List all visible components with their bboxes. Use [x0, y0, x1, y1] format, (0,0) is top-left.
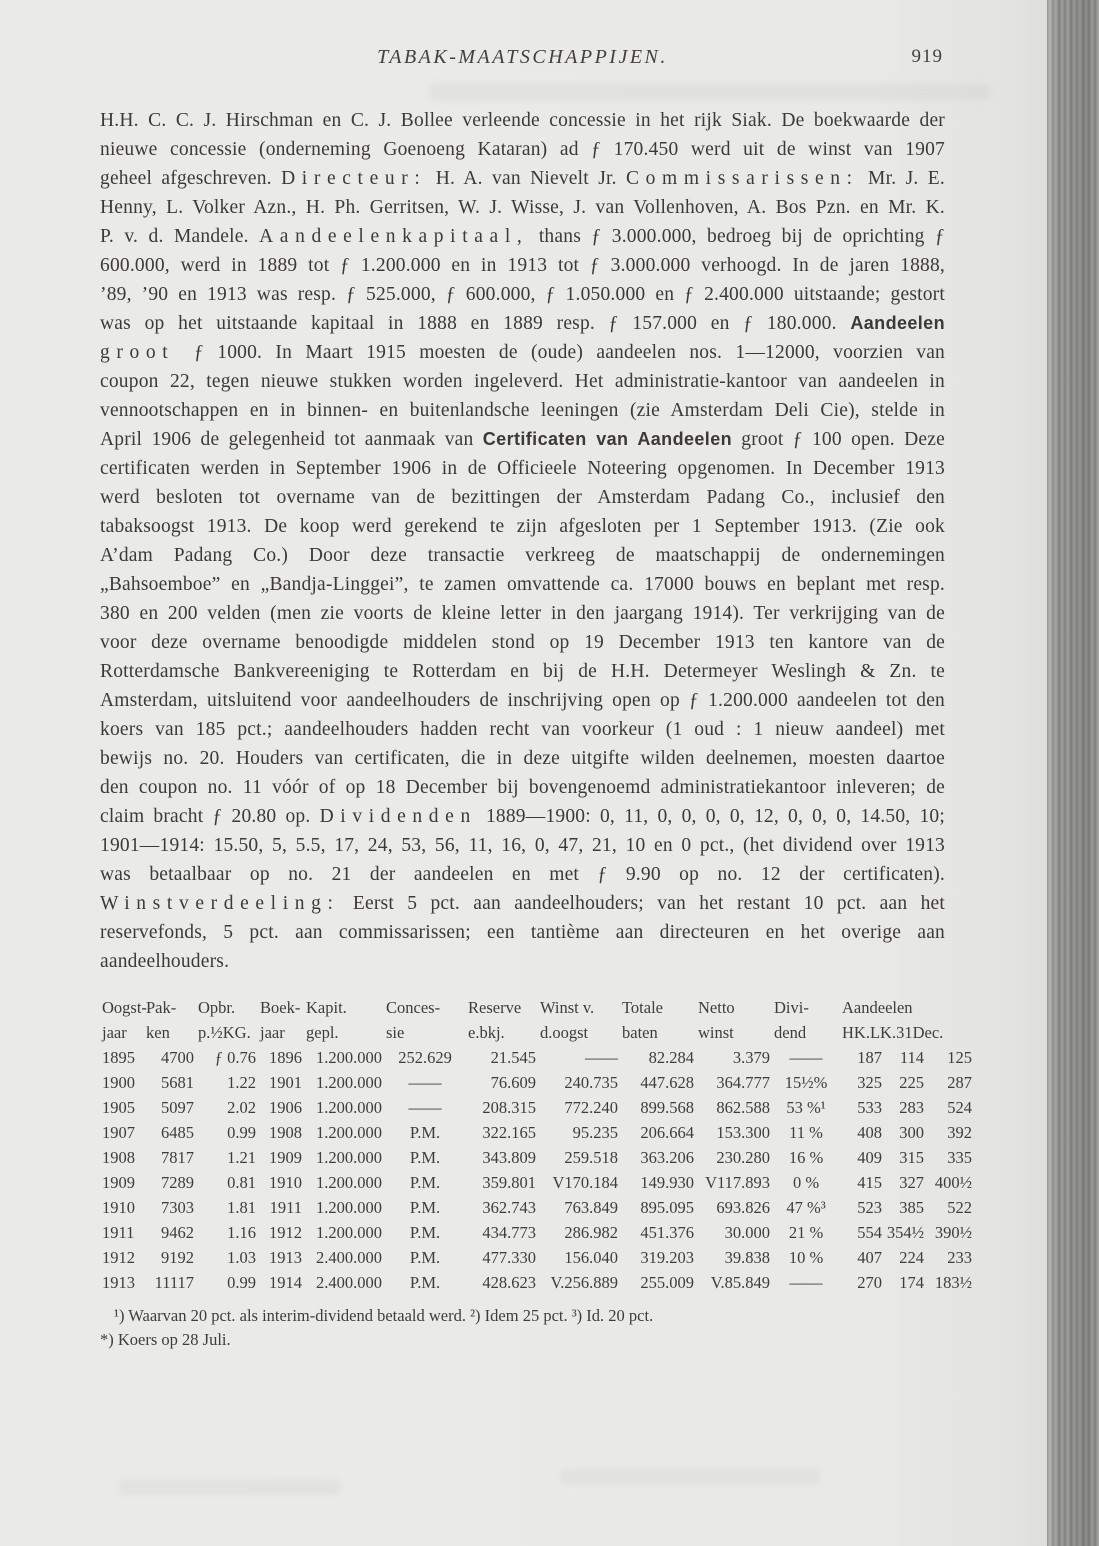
- col-koersen-sub: HK.LK.31Dec.: [842, 1023, 944, 1042]
- cell-opbrengst: 0.81: [227, 1173, 256, 1192]
- cell-reserve: 76.609: [490, 1073, 536, 1092]
- table-row: [100, 1246, 974, 1271]
- cell-pakken: 5681: [161, 1073, 194, 1092]
- commissarissen-label: Commissarissen:: [626, 168, 859, 189]
- col-kapitaal-sub: gepl.: [306, 1023, 339, 1042]
- page-number: 919: [911, 46, 943, 67]
- cell-totale-baten: 319.203: [640, 1248, 694, 1267]
- cell-kapitaal: 1.200.000: [316, 1173, 382, 1192]
- cell-pakken: 9462: [161, 1223, 194, 1242]
- cell-reserve: 434.773: [482, 1223, 536, 1242]
- cell-hoogste-koers: 409: [857, 1148, 882, 1167]
- cell-koers-31dec: 392: [947, 1123, 973, 1142]
- cell-oogstjaar: 1913: [102, 1273, 135, 1292]
- cell-koers-31dec: 233: [947, 1248, 973, 1267]
- cell-totale-baten: 206.664: [640, 1123, 694, 1142]
- cell-koers-31dec: 125: [947, 1048, 973, 1067]
- cell-hoogste-koers: 325: [857, 1073, 882, 1092]
- cell-laagste-koers: 300: [899, 1123, 924, 1142]
- table-row: [100, 1071, 974, 1096]
- cell-boekjaar: 1896: [269, 1048, 302, 1067]
- scan-artifact: [120, 1480, 340, 1494]
- cell-opbrengst: 0.99: [227, 1273, 256, 1292]
- cell-reserve: 21.545: [490, 1048, 536, 1067]
- cell-reserve: 343.809: [482, 1148, 536, 1167]
- cell-oogstjaar: 1900: [102, 1073, 135, 1092]
- cell-boekjaar: 1913: [269, 1248, 302, 1267]
- cell-pakken: 5097: [161, 1098, 194, 1117]
- body-text: H. A. van Nievelt Jr.: [426, 168, 627, 189]
- cell-koers-31dec: 183½: [934, 1273, 973, 1292]
- text-block: [100, 46, 973, 1352]
- cell-opbrengst: 0.99: [227, 1123, 256, 1142]
- cell-netto-winst: 364.777: [716, 1073, 770, 1092]
- cell-boekjaar: 1911: [269, 1198, 302, 1217]
- cell-winst-oogst: 772.240: [564, 1098, 618, 1117]
- cell-netto-winst: 693.826: [716, 1198, 770, 1217]
- cell-totale-baten: 149.930: [640, 1173, 694, 1192]
- cell-opbrengst: 1.16: [227, 1223, 256, 1242]
- cell-opbrengst: 2.02: [227, 1098, 256, 1117]
- table-row: [100, 1096, 974, 1121]
- cell-hoogste-koers: 408: [857, 1123, 882, 1142]
- body-paragraph: [100, 106, 945, 976]
- table-footnotes: [100, 1304, 945, 1352]
- cell-opbrengst: 1.03: [227, 1248, 256, 1267]
- col-kapitaal: Kapit.: [306, 998, 347, 1017]
- cell-laagste-koers: 327: [899, 1173, 924, 1192]
- cell-concessie: P.M.: [409, 1223, 441, 1242]
- cell-totale-baten: 82.284: [648, 1048, 694, 1067]
- cell-boekjaar: 1908: [269, 1123, 302, 1142]
- col-reserve-sub: e.bkj.: [468, 1023, 505, 1042]
- cell-winst-oogst: 240.735: [564, 1073, 618, 1092]
- cell-reserve: 359.801: [482, 1173, 536, 1192]
- col-pakken: Pak-: [146, 998, 177, 1017]
- col-dividend: Divi-: [774, 998, 809, 1017]
- cell-concessie: P.M.: [409, 1173, 441, 1192]
- cell-oogstjaar: 1895: [102, 1048, 135, 1067]
- cell-kapitaal: 1.200.000: [316, 1123, 382, 1142]
- cell-reserve: 428.623: [482, 1273, 536, 1292]
- cell-winst-oogst: ——: [585, 1048, 618, 1067]
- col-winst-oogst-sub: d.oogst: [540, 1023, 589, 1042]
- table-row: [100, 1121, 974, 1146]
- cell-concessie: P.M.: [409, 1148, 441, 1167]
- cell-winst-oogst: 259.518: [564, 1148, 618, 1167]
- cell-netto-winst: 30.000: [724, 1223, 770, 1242]
- cell-pakken: 7817: [161, 1148, 194, 1167]
- cell-dividend: ——: [789, 1273, 823, 1292]
- cell-laagste-koers: 114: [899, 1048, 924, 1067]
- col-netto-winst: Netto: [698, 998, 735, 1017]
- table-header: [100, 996, 974, 1046]
- cell-laagste-koers: 354½: [886, 1223, 924, 1242]
- cell-oogstjaar: 1911: [102, 1223, 135, 1242]
- cell-oogstjaar: 1912: [102, 1248, 135, 1267]
- cell-netto-winst: V.85.849: [710, 1273, 770, 1292]
- cell-hoogste-koers: 554: [857, 1223, 882, 1242]
- cell-opbrengst: 1.21: [227, 1148, 256, 1167]
- cell-hoogste-koers: 187: [857, 1048, 882, 1067]
- body-text: Eerst 5 pct. aan aandeelhouders; van het restant 10 pct. aan het reservefonds, 5 pct. aan commissarissen; een tantième aan directeuren en het overige aan aandeelhouders.: [100, 893, 945, 972]
- col-boekjaar: Boek-: [260, 998, 301, 1017]
- cell-boekjaar: 1910: [269, 1173, 302, 1192]
- cell-pakken: 11117: [154, 1273, 194, 1292]
- cell-concessie: P.M.: [409, 1123, 441, 1142]
- col-totale-baten-sub: baten: [622, 1023, 658, 1042]
- table-row: [100, 1271, 974, 1296]
- cell-kapitaal: 1.200.000: [316, 1223, 382, 1242]
- running-head-title: TABAK-MAATSCHAPPIJEN.: [377, 46, 668, 68]
- cell-koers-31dec: 390½: [934, 1223, 973, 1242]
- footnote-2: *) Koers op 28 Juli.: [100, 1329, 231, 1349]
- footnote-1: ¹) Waarvan 20 pct. als interim-dividend betaald werd. ²) Idem 25 pct. ³) Id. 20 pct.: [114, 1305, 654, 1325]
- cell-winst-oogst: 763.849: [564, 1198, 618, 1217]
- cell-netto-winst: 862.588: [716, 1098, 770, 1117]
- cell-kapitaal: 1.200.000: [316, 1148, 382, 1167]
- cell-kapitaal: 2.400.000: [316, 1273, 382, 1292]
- cell-winst-oogst: V.256.889: [550, 1273, 618, 1292]
- table-row: [100, 1221, 974, 1246]
- financial-table: [100, 996, 974, 1296]
- dividenden-label: Dividenden: [319, 806, 477, 827]
- cell-kapitaal: 2.400.000: [316, 1248, 382, 1267]
- cell-laagste-koers: 224: [899, 1248, 924, 1267]
- cell-dividend: 0 %: [792, 1173, 820, 1192]
- cell-dividend: 10 %: [788, 1248, 824, 1267]
- cell-reserve: 208.315: [482, 1098, 536, 1117]
- cell-oogstjaar: 1907: [102, 1123, 135, 1142]
- cell-oogstjaar: 1910: [102, 1198, 135, 1217]
- col-dividend-sub: dend: [774, 1023, 807, 1042]
- cell-boekjaar: 1901: [269, 1073, 302, 1092]
- cell-winst-oogst: 156.040: [564, 1248, 618, 1267]
- cell-dividend: 16 %: [788, 1148, 824, 1167]
- cell-kapitaal: 1.200.000: [316, 1073, 382, 1092]
- cell-concessie: P.M.: [409, 1198, 441, 1217]
- cell-dividend: 15½%: [784, 1073, 828, 1092]
- cell-hoogste-koers: 270: [857, 1273, 882, 1292]
- cell-concessie: 252.629: [398, 1048, 452, 1067]
- col-winst-oogst: Winst v.: [540, 998, 595, 1017]
- cell-winst-oogst: 95.235: [572, 1123, 618, 1142]
- cell-opbrengst: 1.81: [227, 1198, 256, 1217]
- cell-pakken: 6485: [161, 1123, 194, 1142]
- cell-totale-baten: 447.628: [640, 1073, 694, 1092]
- cell-koers-31dec: 524: [947, 1098, 973, 1117]
- cell-netto-winst: 230.280: [716, 1148, 770, 1167]
- cell-laagste-koers: 225: [899, 1073, 924, 1092]
- cell-dividend: 53 %¹: [786, 1098, 826, 1117]
- cell-totale-baten: 255.009: [640, 1273, 694, 1292]
- cell-boekjaar: 1909: [269, 1148, 302, 1167]
- cell-netto-winst: 153.300: [716, 1123, 770, 1142]
- cell-laagste-koers: 283: [899, 1098, 924, 1117]
- cell-dividend: 21 %: [788, 1223, 824, 1242]
- cell-reserve: 322.165: [482, 1123, 536, 1142]
- cell-concessie: P.M.: [409, 1273, 441, 1292]
- cell-laagste-koers: 174: [899, 1273, 924, 1292]
- cell-kapitaal: 1.200.000: [316, 1098, 382, 1117]
- body-text: thans ƒ 3.000.000, bedroeg bij de oprichting ƒ 600.000, werd in 1889 tot ƒ 1.200.000 en in 1913 tot ƒ 3.000.000 verhoogd. In de jaren 1888, ’89, ’90 en 1913 was resp. ƒ 525.000, ƒ 600.000, ƒ 1.050.000 en ƒ 2.400.000 uitstaande; gestort was op het uitstaande kapitaal in 1888 en 1889 resp. ƒ 157.000 en ƒ 180.000.: [100, 226, 945, 334]
- cell-reserve: 362.743: [482, 1198, 536, 1217]
- cell-winst-oogst: 286.982: [564, 1223, 618, 1242]
- col-concessie-sub: sie: [386, 1023, 405, 1042]
- cell-pakken: 4700: [161, 1048, 194, 1067]
- col-pakken-sub: ken: [146, 1023, 170, 1042]
- body-text: ƒ 1000. In Maart 1915 moesten de (oude) aandeelen nos. 1—12000, voorzien van coupon 22, tegen nieuwe stukken worden ingeleverd. Het administratie-kantoor van aandeelen in vennootschappen en in binnen- en buitenlandsche leeningen (zie Amsterdam Deli Cie), stelde in April 1906 de gelegenheid tot aanmaak van: [100, 342, 945, 450]
- cell-opbrengst: ƒ 0.76: [214, 1048, 256, 1067]
- body-text: 1889—1900: 0, 11, 0, 0, 0, 0, 12, 0, 0, 0, 14.50, 10; 1901—1914: 15.50, 5, 5.5, 17, 24, 53, 56, 11, 16, 0, 47, 21, 10 en 0 pct., (het dividend over 1913 was betaalbaar op no. 21 der aandeelen en met ƒ 9.90 op no. 12 der certificaten).: [100, 806, 945, 885]
- cell-winst-oogst: V170.184: [552, 1173, 618, 1192]
- cell-boekjaar: 1914: [269, 1273, 302, 1292]
- cell-oogstjaar: 1905: [102, 1098, 135, 1117]
- book-binding-shadow: [1047, 0, 1099, 1546]
- cell-dividend: 11 %: [789, 1123, 823, 1142]
- col-aandeelen: Aandeelen: [842, 998, 913, 1017]
- aandeelen-heading: Aandeelen: [850, 313, 945, 333]
- table-body: [100, 1046, 974, 1296]
- winstverdeeling-label: Winstverdeeling:: [100, 893, 340, 914]
- cell-hoogste-koers: 523: [857, 1198, 882, 1217]
- body-text: groot ƒ 100 open. Deze certificaten werden in September 1906 in de Officieele Noteering opgenomen. In December 1913 werd besloten tot overname van de bezittingen der Amsterdam Padang Co., inclusief den tabaksoogst 1913. De koop werd gerekend te zijn afgesloten per 1 September 1913. (Zie ook A’dam Padang Co.) Door deze transactie verkreeg de maatschappij de ondernemingen „Bahsoemboe” en „Bandja-Linggei”, te zamen omvattende ca. 17000 bouws en beplant met resp. 380 en 200 velden (men zie voorts de kleine letter in den jaargang 1914). Ter verkrijging van de voor deze overname benoodigde middelen stond op 19 December 1913 ten kantore van de Rotterdamsche Bankvereeniging te Rotterdam en bij de H.H. Determeyer Weslingh & Zn. te Amsterdam, uitsluitend voor aandeelhouders de inschrijving open op ƒ 1.200.000 aandeelen tot den koers van 185 pct.; aandeelhouders hadden recht van voorkeur (1 oud : 1 nieuw aandeel) met bewijs no. 20. Houders van certificaten, die in deze uitgifte wilden deelnemen, moesten daartoe den coupon no. 11 vóór of op 18 December bij bovengenoemd administratiekantoor inleveren; de claim bracht ƒ 20.80 op.: [100, 429, 945, 827]
- cell-koers-31dec: 287: [947, 1073, 973, 1092]
- cell-totale-baten: 451.376: [640, 1223, 694, 1242]
- cell-pakken: 9192: [161, 1248, 194, 1267]
- cell-hoogste-koers: 533: [857, 1098, 882, 1117]
- cell-concessie: ——: [408, 1098, 442, 1117]
- col-oogstjaar: Oogst-: [102, 998, 147, 1017]
- cell-pakken: 7289: [161, 1173, 194, 1192]
- cell-boekjaar: 1906: [269, 1098, 302, 1117]
- col-oogstjaar-sub: jaar: [102, 1023, 127, 1042]
- table-row: [100, 1146, 974, 1171]
- cell-laagste-koers: 385: [899, 1198, 924, 1217]
- cell-netto-winst: 39.838: [724, 1248, 770, 1267]
- cell-netto-winst: V117.893: [705, 1173, 770, 1192]
- table-row: [100, 1196, 974, 1221]
- col-totale-baten: Totale: [622, 998, 663, 1017]
- body-text: H.H. C. C. J. Hirschman en C. J. Bollee verleende concessie in het rijk Siak. De boekwaarde der nieuwe concessie (onderneming Goenoeng Kataran) ad ƒ 170.450 werd uit de winst van 1907 geheel afgeschreven.: [100, 110, 945, 189]
- cell-concessie: P.M.: [409, 1248, 441, 1267]
- cell-boekjaar: 1912: [269, 1223, 302, 1242]
- cell-concessie: ——: [408, 1073, 442, 1092]
- cell-totale-baten: 895.095: [640, 1198, 694, 1217]
- cell-kapitaal: 1.200.000: [316, 1048, 382, 1067]
- cell-hoogste-koers: 407: [857, 1248, 882, 1267]
- cell-dividend: ——: [789, 1048, 823, 1067]
- cell-laagste-koers: 315: [899, 1148, 924, 1167]
- directeur-label: Directeur:: [281, 168, 427, 189]
- cell-koers-31dec: 522: [947, 1198, 973, 1217]
- col-concessie: Conces-: [386, 998, 441, 1017]
- body-text: Mr. J. E. Henny, L. Volker Azn., H. Ph. Gerritsen, W. J. Wisse, J. van Vollenhoven, A. Bos Pzn. en Mr. K. P. v. d. Mandele.: [100, 168, 945, 247]
- cell-oogstjaar: 1909: [102, 1173, 135, 1192]
- cell-netto-winst: 3.379: [732, 1048, 770, 1067]
- running-head: [100, 46, 945, 80]
- col-netto-winst-sub: winst: [698, 1023, 734, 1042]
- scan-artifact: [560, 1470, 820, 1484]
- cell-koers-31dec: 400½: [934, 1173, 973, 1192]
- groot-spaced: groot: [100, 342, 195, 363]
- aandeelenkapitaal-label: Aandeelenkapitaal,: [259, 226, 529, 247]
- table-row: [100, 1171, 974, 1196]
- col-reserve: Reserve: [468, 998, 522, 1017]
- cell-koers-31dec: 335: [947, 1148, 973, 1167]
- cell-totale-baten: 363.206: [640, 1148, 694, 1167]
- cell-opbrengst: 1.22: [227, 1073, 256, 1092]
- cell-dividend: 47 %³: [786, 1198, 826, 1217]
- cell-reserve: 477.330: [482, 1248, 536, 1267]
- table-row: [100, 1046, 974, 1071]
- cell-pakken: 7303: [161, 1198, 194, 1217]
- cell-totale-baten: 899.568: [640, 1098, 694, 1117]
- certificaten-heading: Certificaten van Aandeelen: [482, 429, 732, 449]
- col-boekjaar-sub: jaar: [260, 1023, 285, 1042]
- cell-kapitaal: 1.200.000: [316, 1198, 382, 1217]
- cell-hoogste-koers: 415: [857, 1173, 882, 1192]
- cell-oogstjaar: 1908: [102, 1148, 135, 1167]
- col-opbrengst: Opbr.: [198, 998, 236, 1017]
- col-opbrengst-sub: p.½KG.: [198, 1023, 251, 1042]
